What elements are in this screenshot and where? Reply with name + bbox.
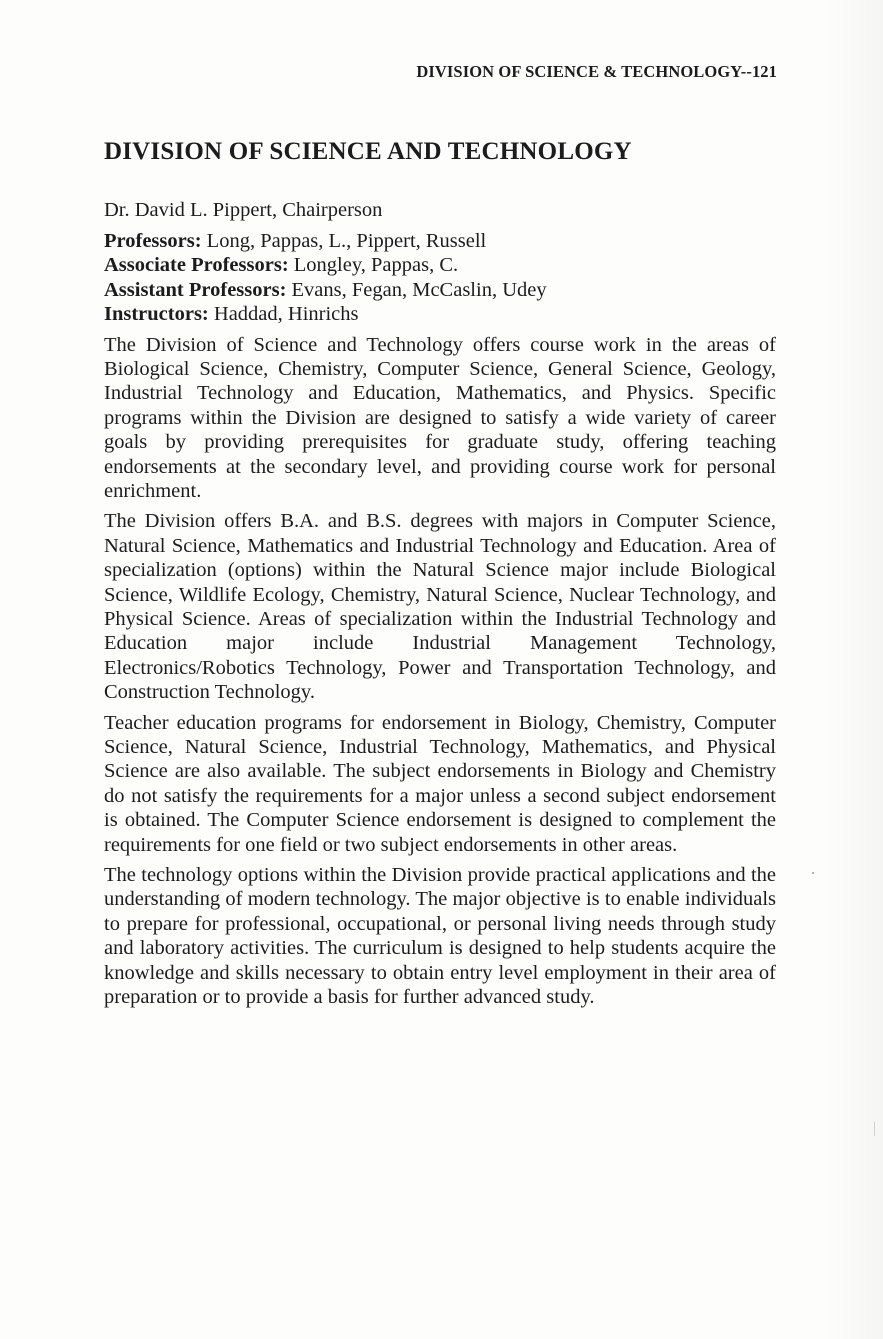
chairperson-line: Dr. David L. Pippert, Chairperson <box>104 199 383 221</box>
paragraph-technology-options: The technology options within the Division provide practical applications and the understanding of modern technology. The major objective is to enable individuals to prepare for professional, occupational, or personal living needs through study and laboratory activities. The curriculum is designed to help students acquire the knowledge and skills necessary to obtain entry level employment in their area of preparation or to provide a basis for further advanced study. <box>104 864 776 1009</box>
faculty-row-professors <box>104 229 776 254</box>
faculty-rank-label: Assistant Professors: <box>104 278 287 301</box>
section-title: DIVISION OF SCIENCE AND TECHNOLOGY <box>104 138 632 165</box>
paragraph-degrees: The Division offers B.A. and B.S. degrees with majors in Computer Science, Natural Science, Mathematics and Industrial Technology and Education. Area of specialization (options) within the Natural Science major include Biological Science, Wildlife Ecology, Chemistry, Natural Science, Nuclear Technology, and Physical Science. Areas of specialization within the Industrial Technology and Education major include Industrial Management Technology, Electronics/Robotics Technology, Power and Transportation Technology, and Construction Technology. <box>104 510 776 704</box>
faculty-names: Haddad, Hinrichs <box>208 303 359 325</box>
faculty-names: Longley, Pappas, C. <box>288 254 459 276</box>
scan-mark <box>874 1122 875 1136</box>
scan-speck <box>812 872 814 874</box>
faculty-list <box>104 229 776 327</box>
page-content <box>104 136 776 1009</box>
faculty-rank-label: Instructors: <box>104 303 209 325</box>
paragraph-overview: The Division of Science and Technology offers course work in the areas of Biological Science, Chemistry, Computer Science, General Science, Geology, Industrial Technology and Education, Mathematics, and Physics. Specific programs within the Division are designed to satisfy a wide variety of career goals by providing prerequisites for graduate study, offering teaching endorsements at the secondary level, and providing course work for personal enrichment. <box>104 333 776 502</box>
faculty-rank-label: Professors: <box>104 229 202 252</box>
page-edge-shadow <box>823 0 883 1339</box>
faculty-rank-label: Associate Professors: <box>104 254 289 276</box>
paragraph-teacher-education: Teacher education programs for endorsement in Biology, Chemistry, Computer Science, Natural Science, Industrial Technology, Mathematics, and Physical Science are also available. The subject endorsements in Biology and Chemistry do not satisfy the requirements for a major unless a second subject endorsement is obtained. The Computer Science endorsement is designed to complement the requirements for one field or two subject endorsements in other areas. <box>104 711 776 856</box>
faculty-row-associate-professors <box>104 253 776 278</box>
faculty-row-assistant-professors <box>104 278 776 303</box>
faculty-names: Evans, Fegan, McCaslin, Udey <box>286 278 547 301</box>
faculty-row-instructors <box>104 302 776 327</box>
faculty-names: Long, Pappas, L., Pippert, Russell <box>201 229 487 252</box>
running-head: DIVISION OF SCIENCE & TECHNOLOGY--121 <box>416 62 777 81</box>
